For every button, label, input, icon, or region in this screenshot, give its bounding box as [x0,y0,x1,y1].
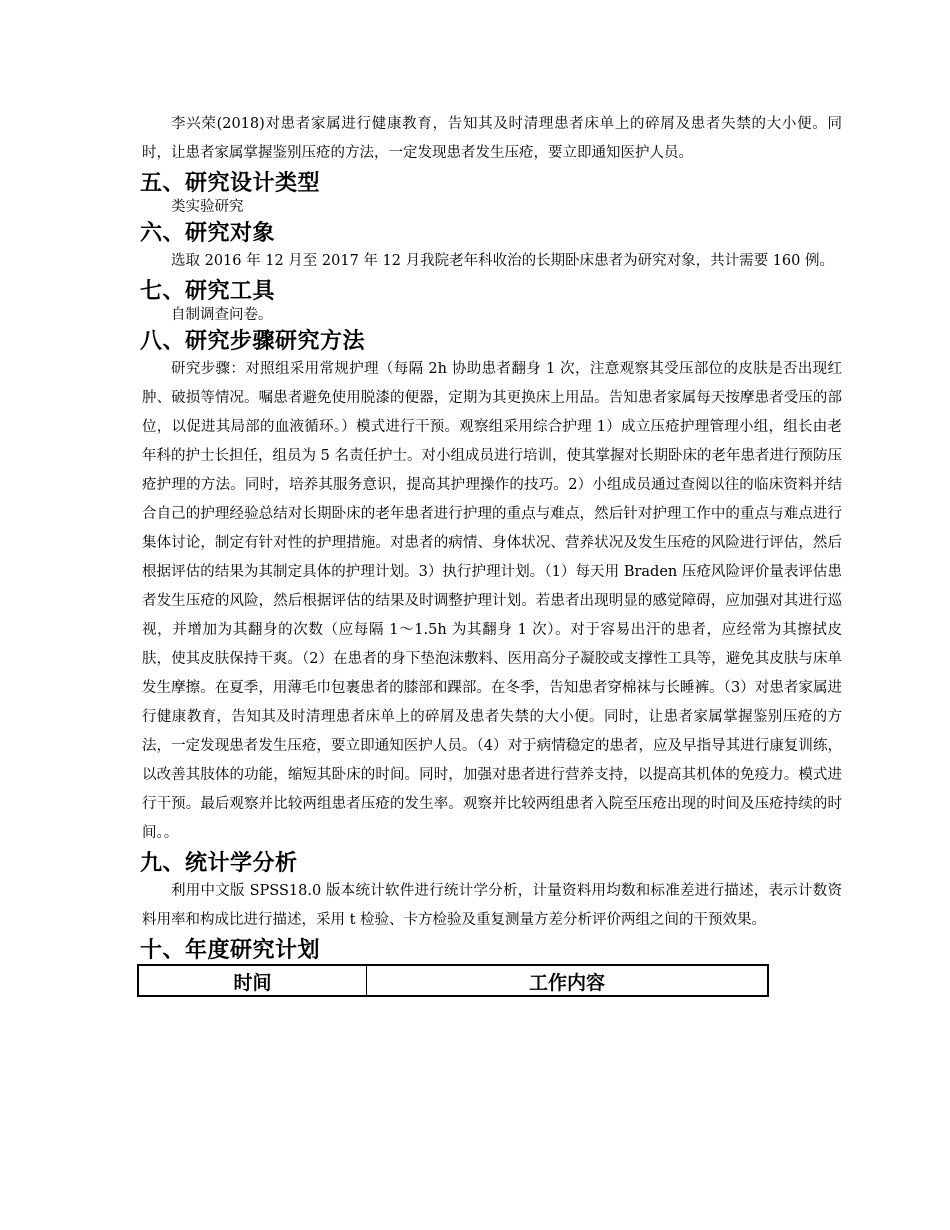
section-6-title: 六、研究对象 [140,221,276,246]
table-header-time: 时间 [138,965,367,996]
intro-paragraph: 李兴荣(2018)对患者家属进行健康教育，告知其及时清理患者床单上的碎屑及患者失禁的大小便。同时，让患者家属掌握鉴别压疮的方法，一定发现患者发生压疮，要立即通知医护人员。 [142,116,842,161]
section-6-body: 选取 2016 年 12 月至 2017 年 12 月我院老年科收治的长期卧床患者为研究对象，共计需要 160 例。 [171,253,834,269]
section-9-body: 利用中文版 SPSS18.0 版本统计软件进行统计学分析，计量资料用均数和标准差进行描述，表示计数资料用率和构成比进行描述，采用 t 检验、卡方检验及重复测量方差分析评价两组之间的干预效果。 [142,883,842,928]
research-plan-table [137,964,769,997]
document-page [142,110,842,997]
section-5-title: 五、研究设计类型 [140,171,321,196]
section-7-body: 自制调查问卷。 [171,307,273,323]
section-8-title: 八、研究步骤研究方法 [140,329,366,354]
section-8-body: 研究步骤：对照组采用常规护理（每隔 2h 协助患者翻身 1 次，注意观察其受压部位的皮肤是否出现红肿、破损等情况。嘱患者避免使用脱漆的便器，定期为其更换床上用品。告知患者家属每天按摩患者受压的部位，以促进其局部的血液循环。）模式进行干预。观察组采用综合护理 1）成立压疮护理管理小组，组长由老年科的护士长担任，组员为 5 名责任护士。对小组成员进行培训，使其掌握对长期卧床的老年患者进行预防压疮护理的方法。同时，培养其服务意识，提高其护理操作的技巧。2）小组成员通过查阅以往的临床资料并结合自己的护理经验总结对长期卧床的老年患者进行护理的重点与难点，然后针对护理工作中的重点与难点进行集体讨论，制定有针对性的护理措施。对患者的病情、身体状况、营养状况及发生压疮的风险进行评估，然后根据评估的结果为其制定具体的护理计划。3）执行护理计划。（1）每天用 Braden 压疮风险评价量表评估患者发生压疮的风险，然后根据评估的结果及时调整护理计划。若患者出现明显的感觉障碍，应加强对其进行巡视，并增加为其翻身的次数（应每隔 1～1.5h 为其翻身 1 次）。对于容易出汗的患者，应经常为其擦拭皮肤，使其皮肤保持干爽。（2）在患者的身下垫泡沫敷料、医用高分子凝胶或支撑性工具等，避免其皮肤与床单发生摩擦。在夏季，用薄毛巾包裹患者的膝部和踝部。在冬季，告知患者穿棉袜与长睡裤。（3）对患者家属进行健康教育，告知其及时清理患者床单上的碎屑及患者失禁的大小便。同时，让患者家属掌握鉴别压疮的方法，一定发现患者发生压疮，要立即通知医护人员。（4）对于病情稳定的患者，应及早指导其进行康复训练，以改善其肢体的功能，缩短其卧床的时间。同时，加强对患者进行营养支持，以提高其机体的免疫力。模式进行干预。最后观察并比较两组患者压疮的发生率。观察并比较两组患者入院至压疮出现的时间及压疮持续的时间。。 [142,361,842,841]
table-header-content: 工作内容 [367,965,769,996]
section-5-body: 类实验研究 [171,199,244,215]
section-9-title: 九、统计学分析 [140,851,298,876]
table-header-row [138,965,768,996]
section-7-title: 七、研究工具 [140,279,276,304]
section-10-title: 十、年度研究计划 [140,938,321,963]
